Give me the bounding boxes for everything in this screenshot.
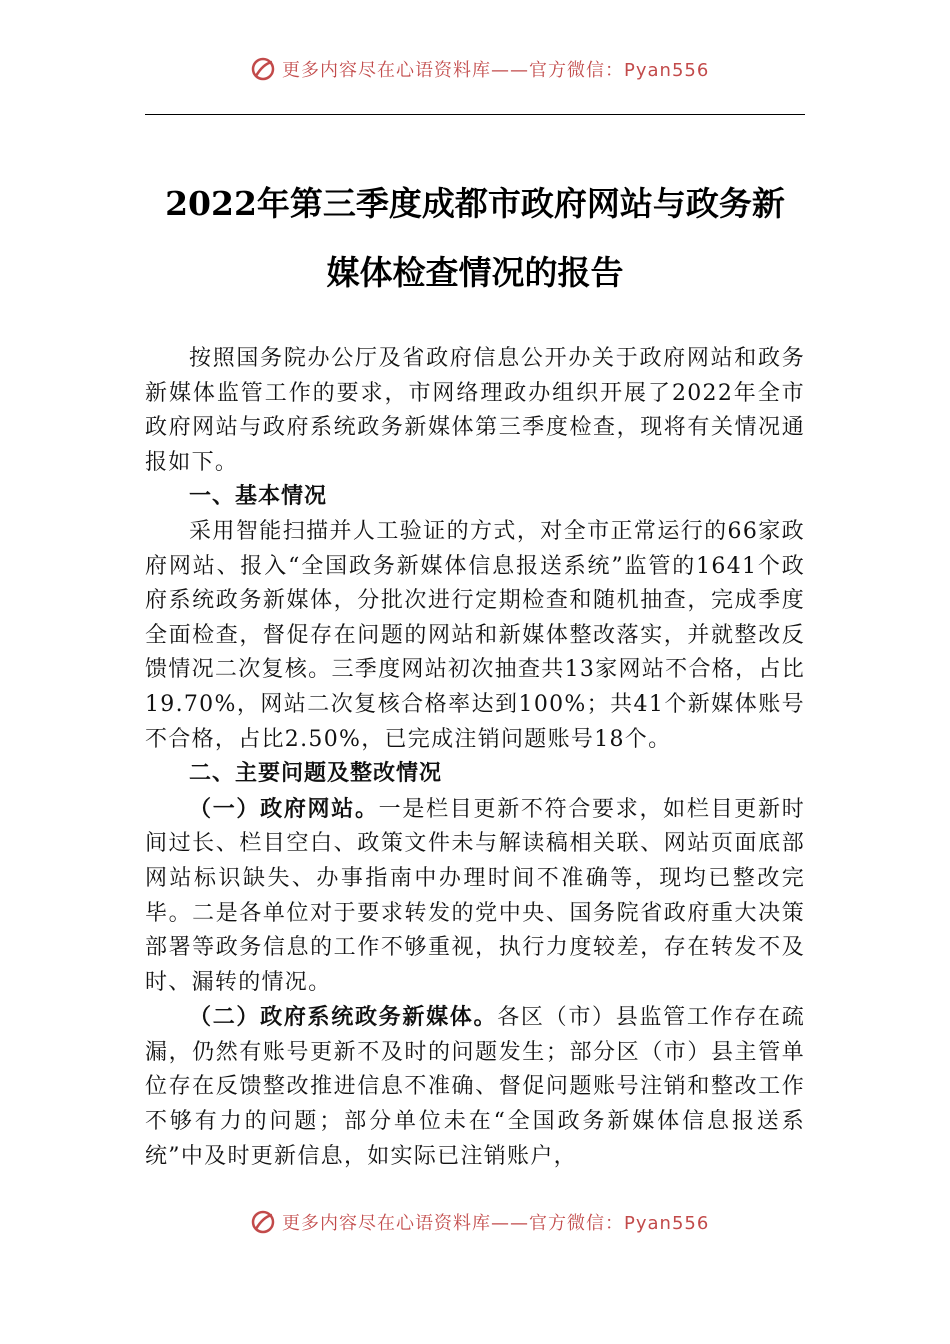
header-rule <box>145 114 805 115</box>
watermark-logo-icon <box>250 56 276 82</box>
intro-paragraph: 按照国务院办公厅及省政府信息公开办关于政府网站和政务新媒体监管工作的要求，市网络理政办组织开展了2022年全市政府网站与政府系统政务新媒体第三季度检查，现将有关情况通报如下。 <box>145 346 805 475</box>
section2-item1 <box>145 792 805 1001</box>
watermark-text: 更多内容尽在心语资料库——官方微信：Pyan556 <box>282 60 710 81</box>
item2-label: （二）政府系统政务新媒体。 <box>189 1004 498 1031</box>
document-body <box>145 342 805 1174</box>
item1-label: （一）政府网站。 <box>189 795 379 822</box>
section2-item2 <box>145 1000 805 1174</box>
section1-heading: 一、基本情况 <box>189 484 328 510</box>
section1-paragraph: 采用智能扫描并人工验证的方式，对全市正常运行的66家政府网站、报入“全国政务新媒体信息报送系统”监管的1641个政府系统政务新媒体，分批次进行定期检查和随机抽查，完成季度全面检查，督促存在问题的网站和新媒体整改落实，并就整改反馈情况二次复核。三季度网站初次抽查共13家网站不合格，占比19.70%，网站二次复核合格率达到100%；共41个新媒体账号不合格，占比2.50%，已完成注销问题账号18个。 <box>145 518 805 752</box>
watermark-header <box>0 54 950 84</box>
item2-text: 各区（市）县监管工作存在疏漏，仍然有账号更新不及时的问题发生；部分区（市）县主管单位存在反馈整改推进信息不准确、督促问题账号注销和整改工作不够有力的问题；部分单位未在“全国政务新媒体信息报送系统”中及时更新信息，如实际已注销账户， <box>145 1005 805 1169</box>
document-title-line1: 2022年第三季度成都市政府网站与政务新 <box>165 184 785 223</box>
item1-text: 一是栏目更新不符合要求，如栏目更新时间过长、栏目空白、政策文件未与解读稿相关联、网站页面底部网站标识缺失、办事指南中办理时间不准确等，现均已整改完毕。二是各单位对于要求转发的党中央、国务院省政府重大决策部署等政务信息的工作不够重视，执行力度较差，存在转发不及时、漏转的情况。 <box>145 796 806 995</box>
section2-heading: 二、主要问题及整改情况 <box>189 761 443 787</box>
watermark-logo-icon <box>250 1209 276 1235</box>
watermark-text: 更多内容尽在心语资料库——官方微信：Pyan556 <box>282 1213 710 1234</box>
document-title-line2: 媒体检查情况的报告 <box>326 253 624 292</box>
watermark-footer <box>0 1207 950 1237</box>
